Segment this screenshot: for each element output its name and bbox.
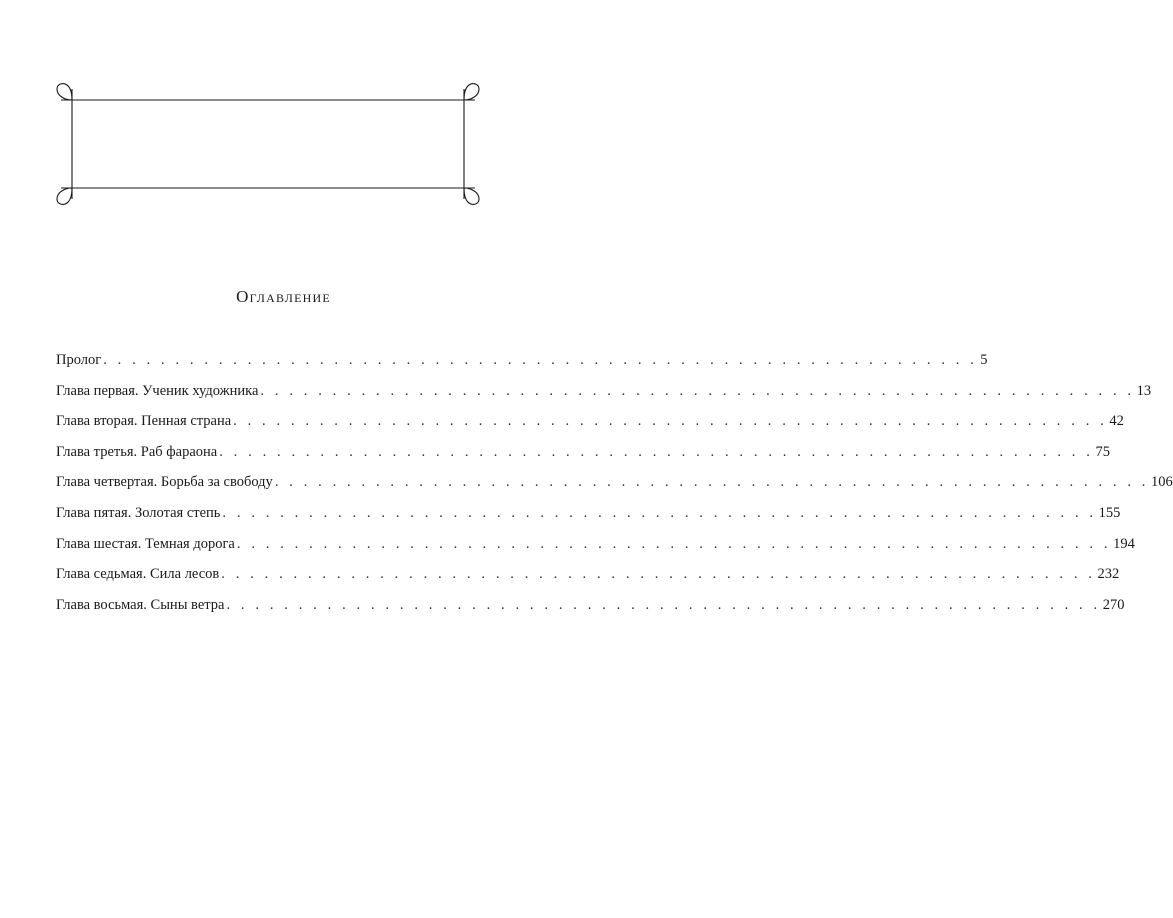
toc-entry-page: 232	[1097, 566, 1120, 583]
dot-leader: . . . . . . . . . . . . . . . . . . . . . . . . . . . . . . . . . . . . . . . . . . . . . . . . . . . . . . . . . . . . .	[274, 474, 1150, 491]
toc-entry-label: Глава пятая. Золотая степь	[56, 504, 221, 521]
dot-leader: . . . . . . . . . . . . . . . . . . . . . . . . . . . . . . . . . . . . . . . . . . . . . . . . . . . . . . . . . . . . .	[222, 504, 1097, 521]
toc-entry[interactable]	[56, 564, 1120, 595]
toc-entry[interactable]	[56, 442, 1110, 473]
toc-entry-page: 75	[1095, 443, 1110, 460]
toc-entry-page: 106	[1151, 474, 1173, 491]
toc-entry-page: 155	[1098, 504, 1121, 521]
dot-leader: . . . . . . . . . . . . . . . . . . . . . . . . . . . . . . . . . . . . . . . . . . . . . . . . . . . . . . . . . . . . .	[221, 566, 1096, 583]
toc-entry[interactable]	[56, 472, 1173, 503]
toc-entry-page: 5	[980, 352, 988, 368]
toc-entry-page: 42	[1109, 413, 1124, 430]
dot-leader: . . . . . . . . . . . . . . . . . . . . . . . . . . . . . . . . . . . . . . . . . . . . . . . . . . . . . . . . . . . . .	[233, 413, 1108, 430]
toc-entry-label: Глава третья. Раб фараона	[56, 443, 218, 460]
toc-entry[interactable]	[56, 534, 1135, 565]
toc-entry-label: Глава первая. Ученик художника	[56, 382, 259, 399]
toc-entry-page: 194	[1113, 535, 1135, 552]
dot-leader: . . . . . . . . . . . . . . . . . . . . . . . . . . . . . . . . . . . . . . . . . . . . . . . . . . . . . . . . . . . . .	[226, 596, 1101, 613]
dot-leader: . . . . . . . . . . . . . . . . . . . . . . . . . . . . . . . . . . . . . . . . . . . . . . . . . . . . . . . . . . . . .	[219, 443, 1094, 460]
toc-entry-label: Глава седьмая. Сила лесов	[56, 566, 220, 583]
toc-entry[interactable]	[56, 381, 1152, 412]
toc-list	[56, 350, 1173, 625]
dot-leader: . . . . . . . . . . . . . . . . . . . . . . . . . . . . . . . . . . . . . . . . . . . . . . . . . . . . . . . . . . . . .	[260, 382, 1135, 399]
toc-title: Оглавление	[236, 287, 331, 306]
toc-entry[interactable]	[56, 411, 1124, 442]
toc-entry-label: Пролог	[56, 352, 102, 368]
toc-entry-label: Глава четвертая. Борьба за свободу	[56, 474, 273, 491]
dot-leader: . . . . . . . . . . . . . . . . . . . . . . . . . . . . . . . . . . . . . . . . . . . . . . . . . . . . . . . . . . . . .	[236, 535, 1112, 552]
ornamental-frame-icon	[53, 80, 483, 208]
toc-entry-label: Глава вторая. Пенная страна	[56, 413, 232, 430]
toc-entry[interactable]	[56, 595, 1125, 626]
toc-entry-page: 13	[1136, 382, 1152, 399]
dot-leader: . . . . . . . . . . . . . . . . . . . . . . . . . . . . . . . . . . . . . . . . . . . . . . . . . . . . . . . . . . . . .	[103, 352, 978, 368]
toc-entry[interactable]	[56, 503, 1121, 534]
toc-entry-label: Глава шестая. Темная дорога	[56, 535, 235, 552]
toc-entry-page: 270	[1102, 596, 1125, 613]
toc-entry-label: Глава восьмая. Сыны ветра	[56, 596, 225, 613]
toc-entry[interactable]	[56, 350, 988, 381]
